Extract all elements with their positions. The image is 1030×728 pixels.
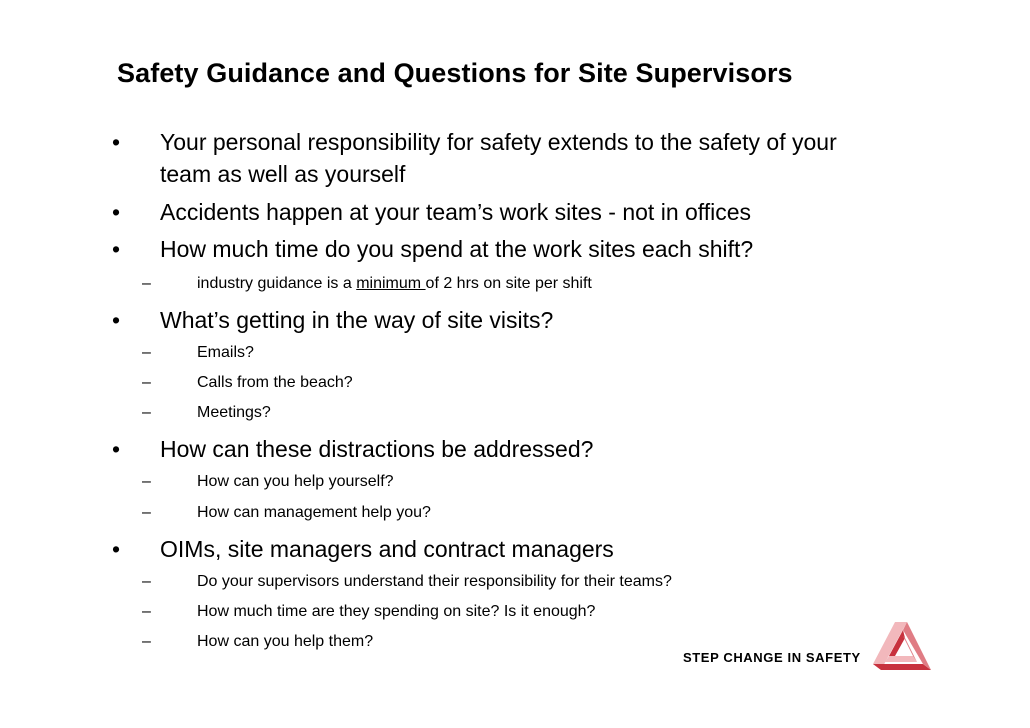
sub-bullet-text [197, 274, 592, 294]
dash-marker: – [142, 633, 151, 650]
underlined-text: minimum [356, 275, 426, 292]
bullet-marker: • [112, 436, 121, 462]
page-title: Safety Guidance and Questions for Site Supervisors [117, 58, 793, 88]
step-change-logo [680, 618, 940, 678]
bullet-text: Your personal responsibility for safety extends to the safety of your [160, 129, 837, 155]
bullet-marker: • [112, 199, 121, 225]
bullet-marker: • [112, 536, 121, 562]
dash-marker: – [142, 504, 151, 521]
dash-marker: – [142, 473, 151, 490]
sub-bullet-text: Emails? [197, 344, 254, 361]
bullet-marker: • [112, 129, 121, 155]
bullet-text: What’s getting in the way of site visits? [160, 307, 554, 333]
logo-face-left [873, 622, 907, 670]
logo-face-right [903, 622, 931, 670]
dash-marker: – [142, 573, 151, 590]
sub-bullet-text: How can you help them? [197, 633, 374, 650]
sub-bullet-text: How much time are they spending on site? Is it enough? [197, 603, 596, 620]
dash-marker: – [142, 374, 151, 391]
logo-face-bottom [873, 664, 931, 670]
text-part: of 2 hrs on site per shift [425, 275, 592, 292]
bullet-text: team as well as yourself [160, 161, 406, 187]
bullet-marker: • [112, 307, 121, 333]
bullet-text: How can these distractions be addressed? [160, 436, 594, 462]
penrose-triangle-icon [873, 620, 931, 672]
logo-inner-bottom [885, 656, 917, 662]
bullet-marker: • [112, 236, 121, 262]
sub-bullet-text: Calls from the beach? [197, 374, 353, 391]
sub-bullet-text: How can you help yourself? [197, 473, 394, 490]
dash-marker: – [142, 603, 151, 620]
logo-text: STEP CHANGE IN SAFETY [683, 650, 861, 665]
dash-marker: – [142, 404, 151, 421]
sub-bullet-text: Meetings? [197, 404, 271, 421]
sub-bullet-text: Do your supervisors understand their responsibility for their teams? [197, 573, 672, 590]
bullet-text: Accidents happen at your team’s work sites - not in offices [160, 199, 752, 225]
sub-bullet-text: How can management help you? [197, 504, 431, 521]
dash-marker: – [142, 344, 151, 361]
bullet-text: OIMs, site managers and contract managers [160, 536, 614, 562]
text-part: industry guidance is a [197, 275, 357, 292]
bullet-text: How much time do you spend at the work sites each shift? [160, 236, 754, 262]
dash-marker: – [142, 275, 151, 292]
